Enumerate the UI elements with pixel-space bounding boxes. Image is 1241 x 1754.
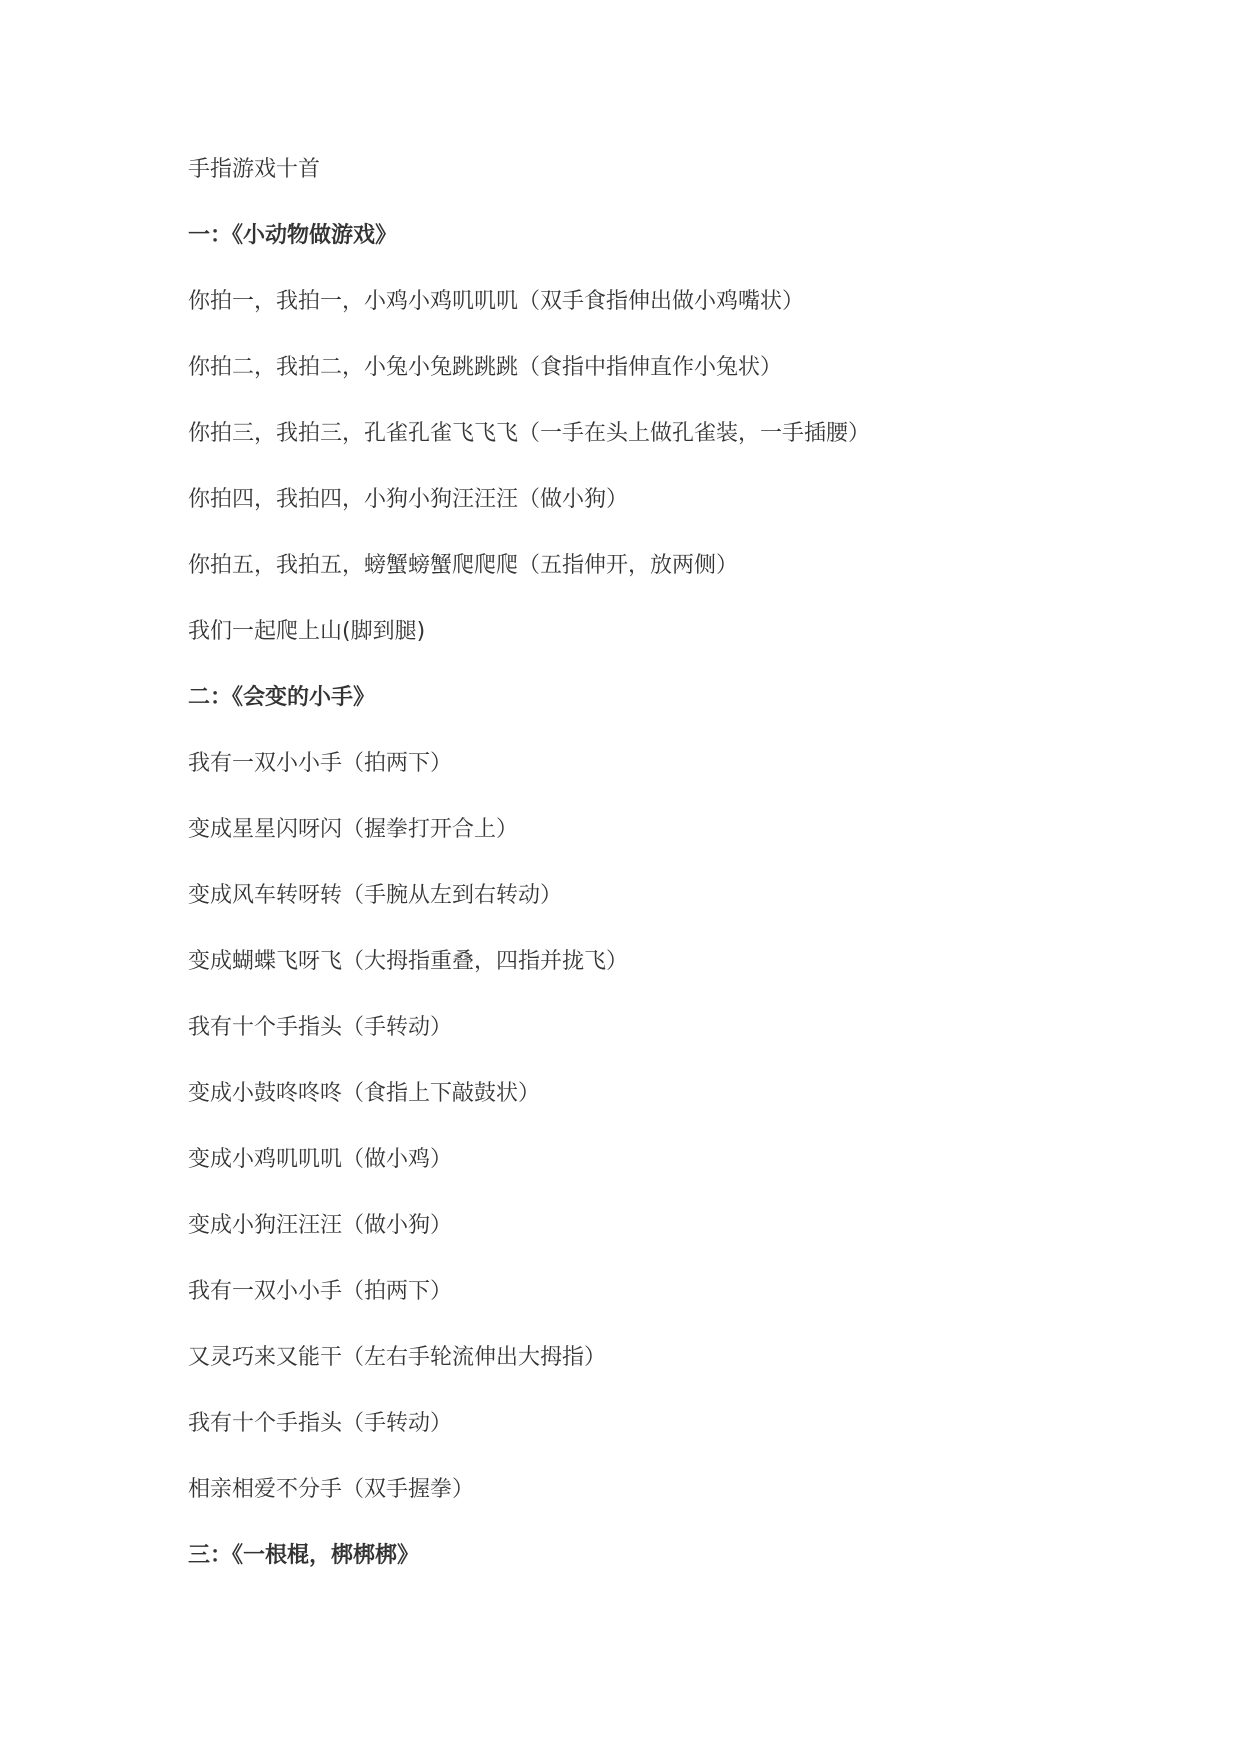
document-title: 手指游戏十首 <box>188 157 321 182</box>
section-heading-2: 二：《会变的小手》 <box>188 685 376 710</box>
verse-line: 变成风车转呀转（手腕从左到右转动） <box>188 883 563 908</box>
verse-line: 我们一起爬上山(脚到腿) <box>188 619 426 644</box>
verse-line: 我有十个手指头（手转动） <box>188 1411 453 1436</box>
verse-line: 变成小鼓咚咚咚（食指上下敲鼓状） <box>188 1081 541 1106</box>
verse-line: 你拍一，我拍一，小鸡小鸡叽叽叽（双手食指伸出做小鸡嘴状） <box>188 289 805 314</box>
verse-line: 变成小狗汪汪汪（做小狗） <box>188 1213 453 1238</box>
verse-line: 你拍二，我拍二，小兔小兔跳跳跳（食指中指伸直作小兔状） <box>188 355 783 380</box>
section-heading-3: 三：《一根棍，梆梆梆》 <box>188 1543 420 1568</box>
verse-line: 你拍四，我拍四，小狗小狗汪汪汪（做小狗） <box>188 487 629 512</box>
section-heading-1: 一：《小动物做游戏》 <box>188 223 398 248</box>
document-page <box>188 155 1148 1607</box>
verse-line: 变成星星闪呀闪（握拳打开合上） <box>188 817 519 842</box>
verse-line: 相亲相爱不分手（双手握拳） <box>188 1477 475 1502</box>
verse-line: 变成小鸡叽叽叽（做小鸡） <box>188 1147 453 1172</box>
verse-line: 我有一双小小手（拍两下） <box>188 1279 453 1304</box>
verse-line: 你拍三，我拍三，孔雀孔雀飞飞飞（一手在头上做孔雀装，一手插腰） <box>188 421 871 446</box>
verse-line: 变成蝴蝶飞呀飞（大拇指重叠，四指并拢飞） <box>188 949 629 974</box>
verse-line: 我有一双小小手（拍两下） <box>188 751 453 776</box>
verse-line: 你拍五，我拍五，螃蟹螃蟹爬爬爬（五指伸开，放两侧） <box>188 553 739 578</box>
verse-line: 又灵巧来又能干（左右手轮流伸出大拇指） <box>188 1345 607 1370</box>
verse-line: 我有十个手指头（手转动） <box>188 1015 453 1040</box>
